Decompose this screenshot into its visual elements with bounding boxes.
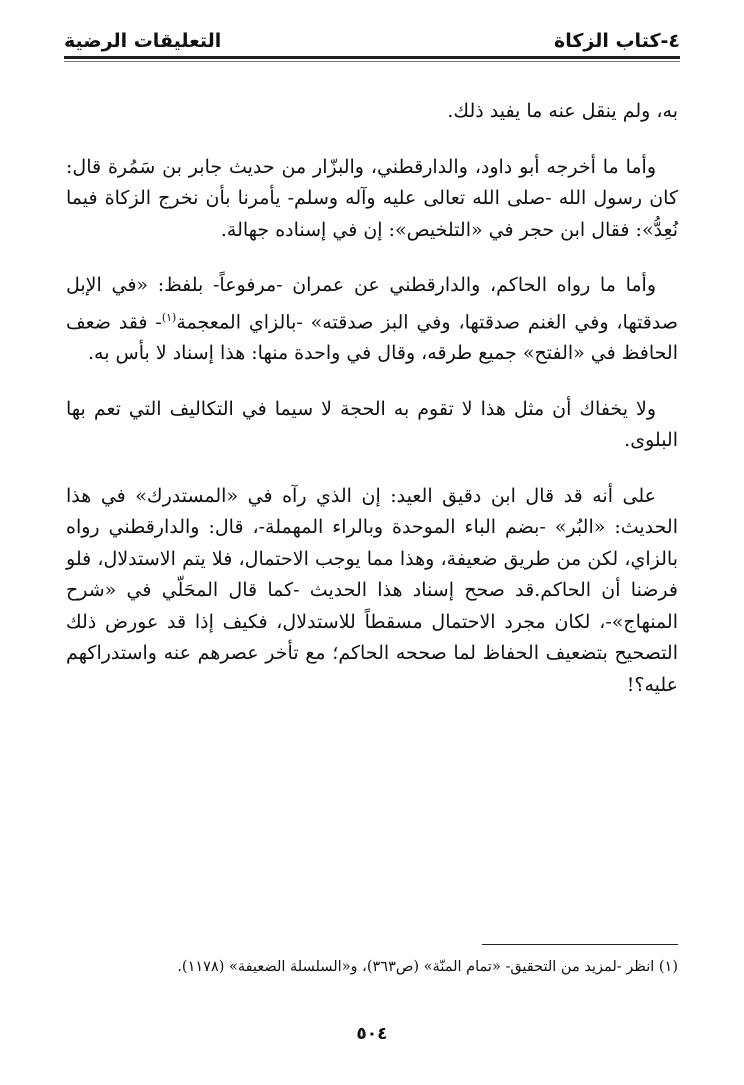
paragraph-3	[66, 270, 678, 370]
page-number: ٥٠٤	[356, 1024, 388, 1044]
paragraph-3-tail: - فقد ضعف الحافظ في «الفتح» جميع طرقه، وقال في واحدة منها: هذا إسناد لا بأس به.	[66, 310, 678, 365]
footnote-reference[interactable]: (١)	[161, 310, 177, 324]
paragraph-2: وأما ما أخرجه أبو داود، والدارقطني، والبزّار من حديث جابر بن سَمُرة قال: كان رسول الله -صلى الله تعالى عليه وآله وسلم- يأمرنا بأن نخرج الزكاة فيما نُعِدُّ»: فقال ابن حجر في «التلخيص»: إن في إسناده جهالة.	[66, 155, 678, 241]
paragraph-3-text: وأما ما رواه الحاكم، والدارقطني عن عمران -مرفوعاً- بلفظ: «في الإبل صدقتها، وفي الغنم صدقتها، وفي البز صدقته» -بالزاي المعجمة	[66, 274, 678, 333]
header-rule	[64, 56, 680, 59]
footnote-separator	[482, 944, 678, 945]
running-header	[64, 24, 680, 52]
paragraph-4: ولا يخفاك أن مثل هذا لا تقوم به الحجة لا سيما في التكاليف التي تعم بها البلوى.	[66, 397, 678, 452]
footnote: (١) انظر -لمزيد من التحقيق- «تمام المنّة» (ص٣٦٣)، و«السلسلة الضعيفة» (١١٧٨).	[177, 959, 678, 975]
paragraph-5: على أنه قد قال ابن دقيق العيد: إن الذي رآه في «المستدرك» في هذا الحديث: «البُر» -بضم الباء الموحدة وبالراء المهملة-، قال: والدارقطني رواه بالزاي، لكن من طريق ضعيفة، وهذا مما يوجب الاحتمال، فلا يتم الاستدلال، فلو فرضنا أن الحاكم.قد صحح إسناد هذا الحديث -كما قال المحَلّي في «شرح المنهاج»-، لكان مجرد الاحتمال مسقطاً للاستدلال، فكيف إذا قد عورض ذلك التصحيح بتضعيف الحفاظ لما صححه الحاكم؛ مع تأخر عصرهم عنه واستدراكهم عليه؟!	[66, 484, 678, 696]
main-text	[66, 96, 678, 725]
book-title: التعليقات الرضية	[64, 30, 222, 52]
paragraph-1: به، ولم ينقل عنه ما يفيد ذلك.	[447, 100, 678, 122]
chapter-title: ٤-كتاب الزكاة	[553, 30, 680, 52]
header-rule-thin	[64, 61, 680, 62]
